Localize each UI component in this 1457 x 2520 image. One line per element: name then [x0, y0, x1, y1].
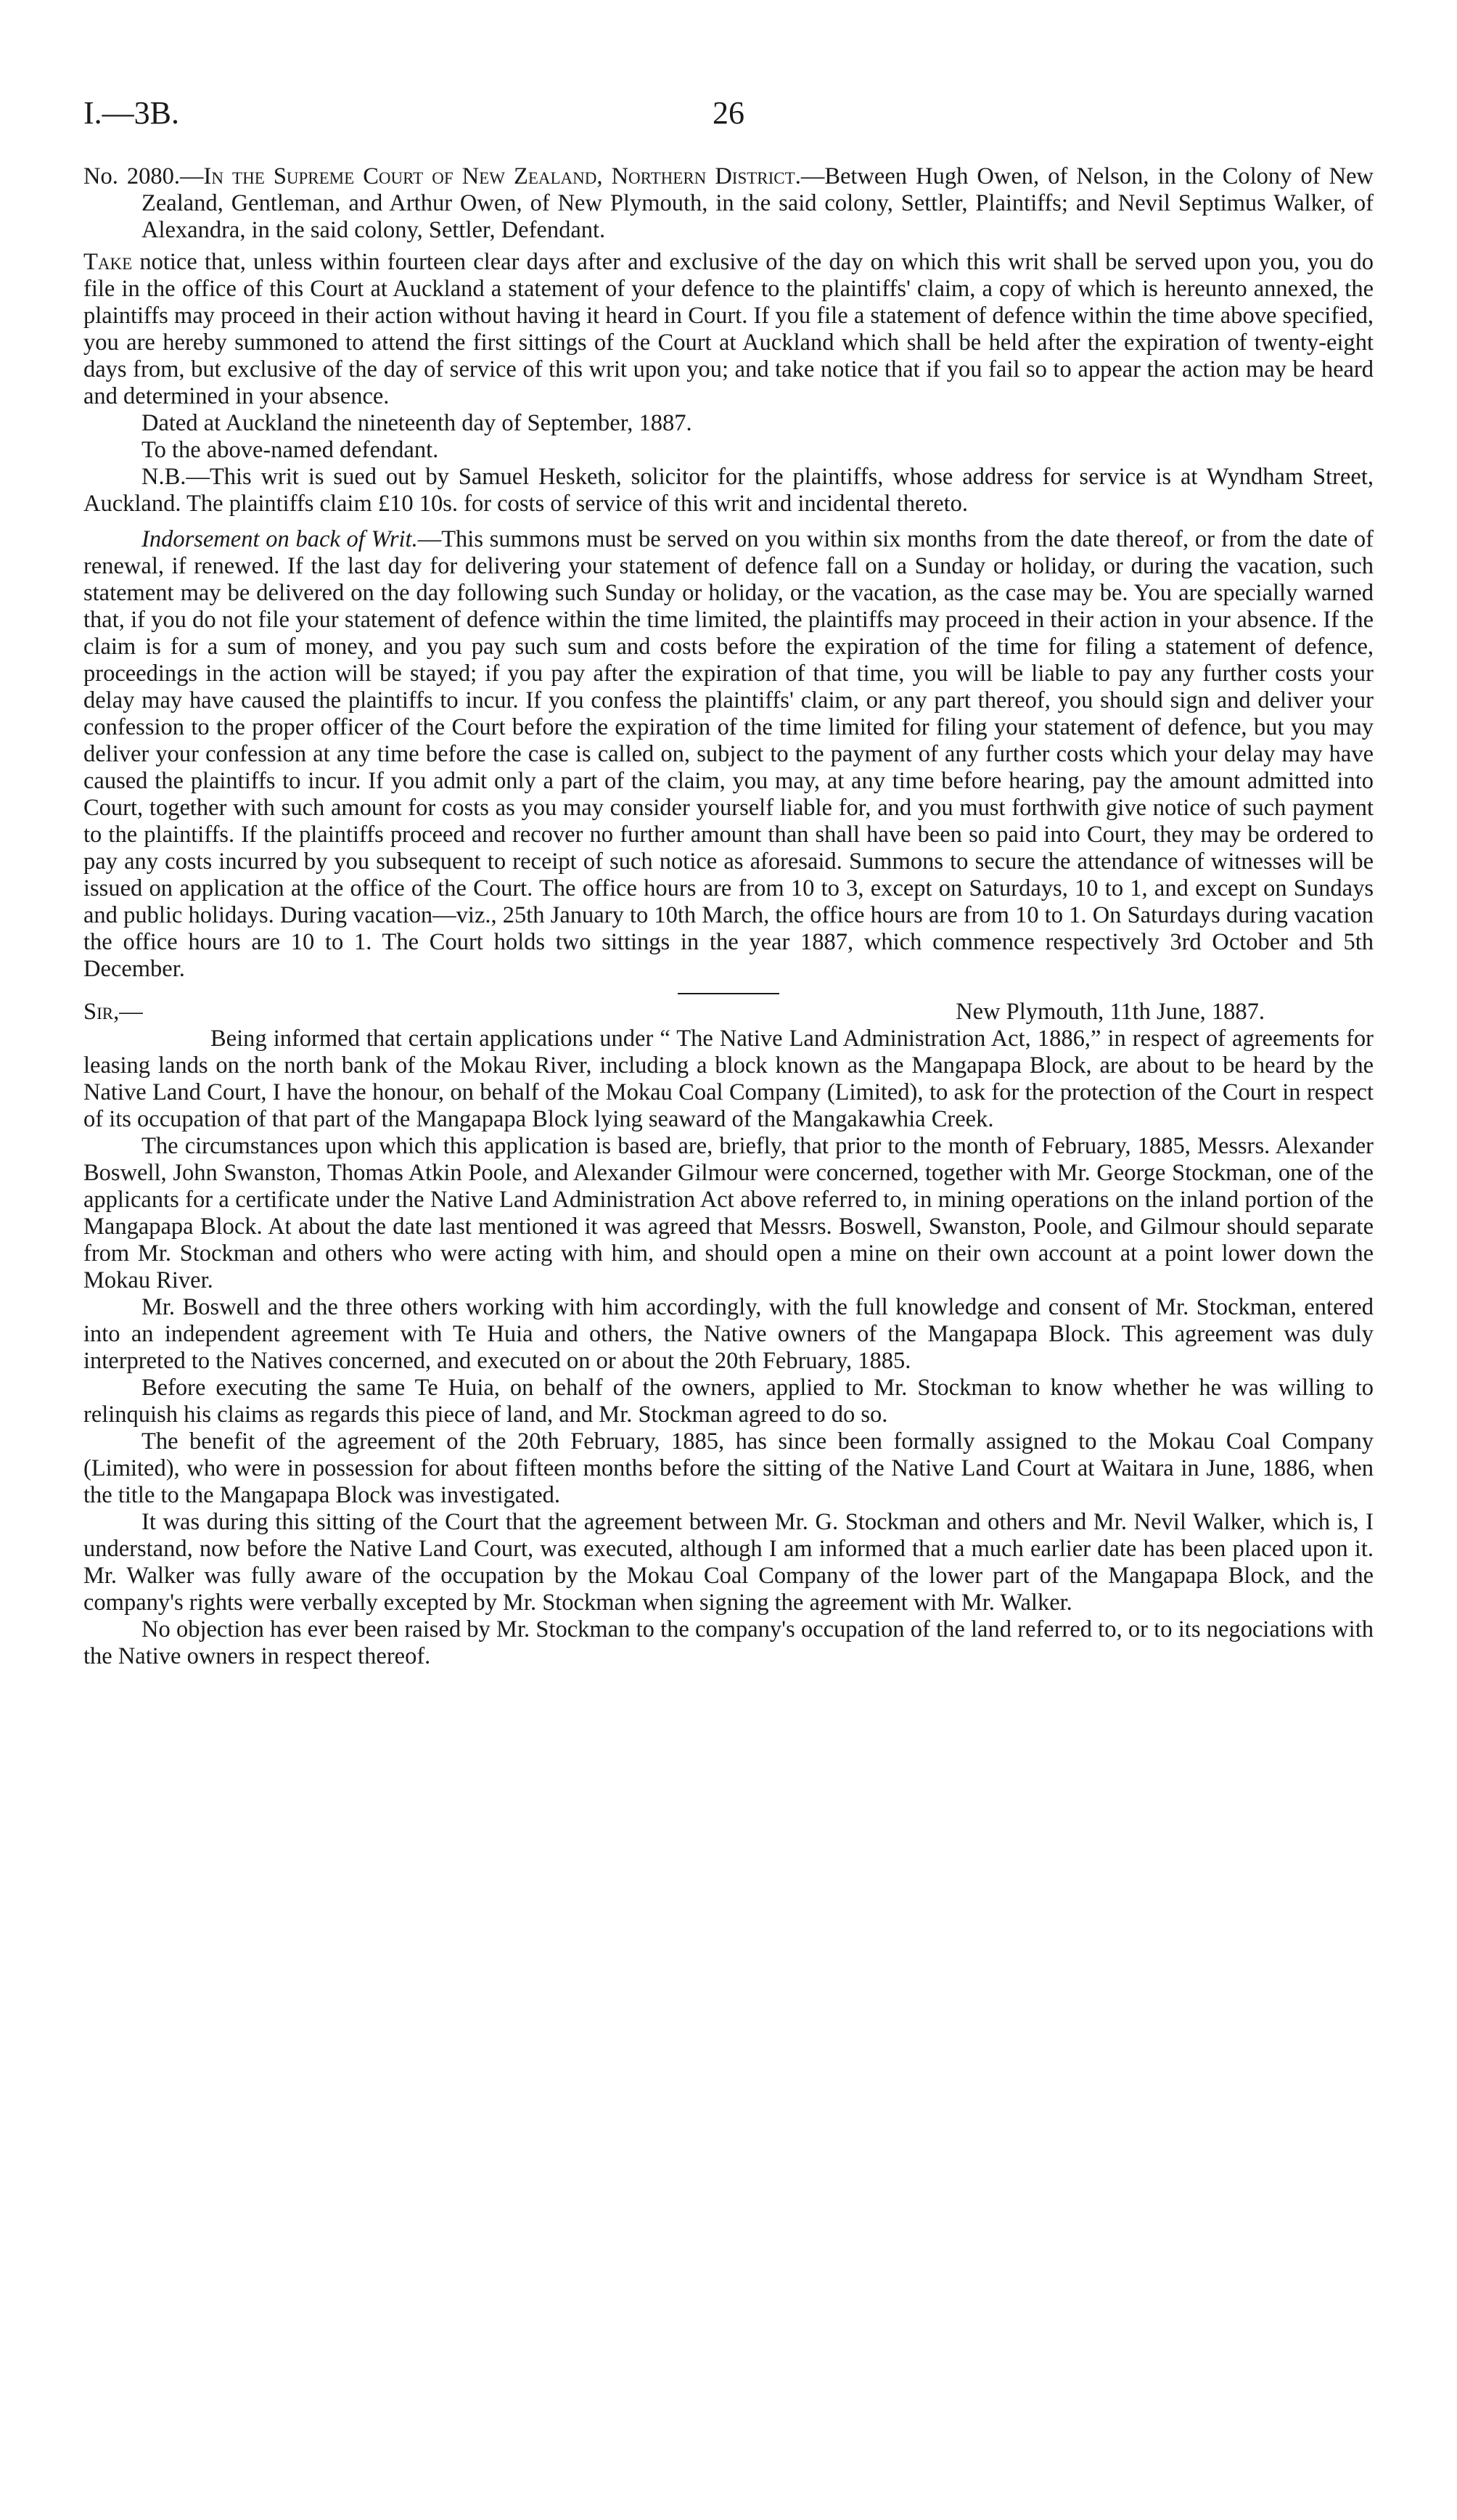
- letter-place-date: New Plymouth, 11th June, 1887.: [956, 999, 1265, 1025]
- writ-court-title: In the Supreme Court of New Zealand, Northern District.: [203, 163, 801, 189]
- letter-paragraph: Being informed that certain applications under “ The Native Land Administration Act, 1886,” in respect of agreements for leasing lands on the north bank of the Mokau River, including a block known as the Mangapapa Block, are about to be heard by the Native Land Court, I have the honour, on behalf of the Mokau Coal Company (Limited), to ask for the protection of the Court in respect of its occupation of that part of the Mangapapa Block lying seaward of the Mangakawhia Creek.: [83, 1026, 1374, 1132]
- letter-paragraph: Before executing the same Te Huia, on behalf of the owners, applied to Mr. Stockman to know whether he was willing to relinquish his claims as regards this piece of land, and Mr. Stockman agreed to do so.: [83, 1375, 1374, 1428]
- section-divider: [678, 993, 779, 994]
- writ-number: No. 2080.—: [83, 163, 204, 189]
- letter-paragraph: It was during this sitting of the Court that the agreement between Mr. G. Stockman and others and Mr. Nevil Walker, which is, I understand, now before the Native Land Court, was executed, although I am informed that a much earlier date has been placed upon it. Mr. Walker was fully aware of the occupation by the Mokau Coal Company of the lower part of the Mangapapa Block, and the company's rights were verbally excepted by Mr. Stockman when signing the agreement with Mr. Walker.: [83, 1509, 1374, 1616]
- indorsement-title: Indorsement on back of Writ.: [141, 526, 418, 552]
- letter-paragraph: Mr. Boswell and the three others working with him accordingly, with the full knowledge and consent of Mr. Stockman, entered into an independent agreement with Te Huia and others, the Native owners of the Mangapapa Block. This agreement was duly interpreted to the Natives concerned, and executed on or about the 20th February, 1885.: [83, 1294, 1374, 1374]
- writ-heading: [83, 163, 1374, 244]
- writ-indorsement: [83, 526, 1374, 983]
- series-reference: I.—3B.: [83, 95, 179, 131]
- writ-notice-lead: Take: [83, 249, 133, 275]
- writ-dated: Dated at Auckland the nineteenth day of September, 1887.: [141, 410, 692, 436]
- writ-notice-text: notice that, unless within fourteen clear days after and exclusive of the day on which this writ shall be served upon you, you do file in the office of this Court at Auckland a statement of your defence to the plaintiffs' claim, a copy of which is hereunto annexed, the plaintiffs may proceed in their action without having it heard in Court. If you file a statement of defence within the time above specified, you are hereby summoned to attend the first sittings of the Court at Auckland which shall be held after the expiration of twenty-eight days from, but exclusive of the day of service of this writ upon you; and take notice that if you fail so to appear the action may be heard and determined in your absence.: [83, 249, 1374, 409]
- writ-notice: [83, 249, 1374, 410]
- letter-paragraph: No objection has ever been raised by Mr. Stockman to the company's occupation of the land referred to, or to its negociations with the Native owners in respect thereof.: [83, 1616, 1374, 1669]
- letter-paragraph: The benefit of the agreement of the 20th February, 1885, has since been formally assigned to the Mokau Coal Company (Limited), who were in possession for about fifteen months before the sitting of the Native Land Court at Waitara in June, 1886, when the title to the Mangapapa Block was investigated.: [83, 1428, 1374, 1508]
- page-number: 26: [713, 95, 744, 131]
- page-body: [83, 163, 1374, 1670]
- letter-salutation: Sir,—: [83, 999, 143, 1025]
- page-header: [83, 94, 1374, 138]
- writ-nota-bene: N.B.—This writ is sued out by Samuel Hesketh, solicitor for the plaintiffs, whose address for service is at Wyndham Street, Auckland. The plaintiffs claim £10 10s. for costs of service of this writ and incidental thereto.: [83, 464, 1374, 517]
- letter-paragraph: The circumstances upon which this application is based are, briefly, that prior to the month of February, 1885, Messrs. Alexander Boswell, John Swanston, Thomas Atkin Poole, and Alexander Gilmour were concerned, together with Mr. George Stockman, one of the applicants for a certificate under the Native Land Administration Act above referred to, in mining operations on the inland portion of the Mangapapa Block. At about the date last mentioned it was agreed that Messrs. Boswell, Swanston, Poole, and Gilmour should separate from Mr. Stockman and others who were acting with him, and should open a mine on their own account at a point lower down the Mokau River.: [83, 1133, 1374, 1293]
- letter-dateline: [83, 999, 1374, 1026]
- indorsement-text: —This summons must be served on you within six months from the date thereof, or from the date of renewal, if renewed. If the last day for delivering your statement of defence fall on a Sunday or holiday, or during the vacation, such statement may be delivered on the day following such Sunday or holiday, or the vacation, as the case may be. You are specially warned that, if you do not file your statement of defence within the time limited, the plaintiffs may proceed in their action in your absence. If the claim is for a sum of money, and you pay such sum and costs before the expiration of the time for filing a statement of defence, proceedings in the action will be stayed; if you pay after the expiration of that time, you will be liable to pay any further costs your delay may have caused the plaintiffs to incur. If you confess the plaintiffs' claim, or any part thereof, you should sign and deliver your confession to the proper officer of the Court before the expiration of the time limited for filing your statement of defence, but you may deliver your confession at any time before the case is called on, subject to the payment of any further costs which your delay may have caused the plaintiffs to incur. If you admit only a part of the claim, you may, at any time before hearing, pay the amount admitted into Court, together with such amount for costs as you may consider yourself liable for, and you must forthwith give notice of such payment to the plaintiffs. If the plaintiffs proceed and recover no further amount than shall have been so paid into Court, they may be ordered to pay any costs incurred by you subsequent to receipt of such notice as aforesaid. Summons to secure the attendance of witnesses will be issued on application at the office of the Court. The office hours are from 10 to 3, except on Saturdays, 10 to 1, and except on Sundays and public holidays. During vacation—viz., 25th January to 10th March, the office hours are from 10 to 1. On Saturdays during vacation the office hours are 10 to 1. The Court holds two sittings in the year 1887, which commence respectively 3rd October and 5th December.: [83, 526, 1374, 982]
- writ-parties: —Between Hugh Owen, of Nelson, in the Colony of New Zealand, Gentleman, and Arthur Owen, of New Plymouth, in the said colony, Settler, Plaintiffs; and Nevil Septimus Walker, of Alexandra, in the said colony, Settler, Defendant.: [141, 163, 1374, 243]
- writ-addressee: To the above-named defendant.: [141, 437, 439, 463]
